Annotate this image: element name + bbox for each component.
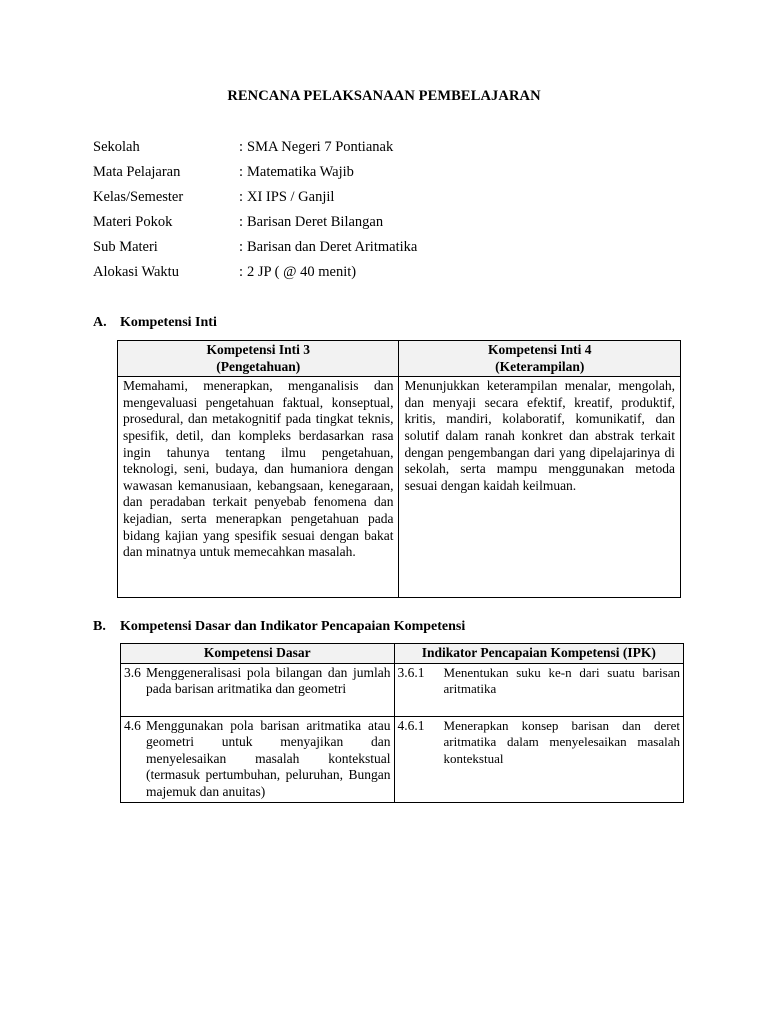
info-row-school bbox=[93, 138, 417, 163]
info-value: XI IPS / Ganjil bbox=[247, 189, 335, 205]
info-label: Sub Materi bbox=[93, 239, 158, 255]
kd-cell bbox=[121, 663, 395, 716]
header-title: Kompetensi Inti 3 bbox=[206, 342, 310, 357]
info-separator: : bbox=[239, 164, 244, 180]
ki4-cell: Menunjukkan keterampilan menalar, mengolah, dan menyaji secara efektif, kreatif, produktif, kritis, mandiri, kolaboratif, komunikatif, dan solutif dalam ranah konkret dan abstrak terkait dengan pengembangan dari yang dipelajarinya di sekolah, serta mampu menggunakan metoda sesuai dengan kaidah keilmuan. bbox=[399, 377, 681, 598]
info-value: SMA Negeri 7 Pontianak bbox=[247, 139, 394, 155]
document-title: RENCANA PELAKSANAAN PEMBELAJARAN bbox=[227, 88, 541, 104]
ipk-number: 3.6.1 bbox=[397, 664, 425, 680]
info-separator: : bbox=[239, 239, 244, 255]
kd-header: Kompetensi Dasar bbox=[121, 644, 395, 664]
basic-competency-table bbox=[120, 643, 684, 803]
info-row-topic bbox=[93, 213, 417, 238]
kd-number: 3.6 bbox=[124, 664, 141, 680]
ipk-number: 4.6.1 bbox=[397, 717, 425, 733]
ipk-text: Menerapkan konsep barisan dan deret aritmatika dalam menyelesaikan masalah kontekstual bbox=[443, 717, 680, 766]
kd-text: Menggeneralisasi pola bilangan dan jumlah pada barisan aritmatika dan geometri bbox=[146, 664, 391, 697]
info-label: Materi Pokok bbox=[93, 214, 173, 230]
info-label: Kelas/Semester bbox=[93, 189, 184, 205]
ki3-header bbox=[118, 341, 399, 377]
info-row-time bbox=[93, 263, 417, 288]
section-a-heading bbox=[93, 315, 217, 331]
header-subtitle: (Keterampilan) bbox=[495, 358, 585, 374]
info-separator: : bbox=[239, 139, 244, 155]
table-row bbox=[121, 663, 684, 716]
info-label: Alokasi Waktu bbox=[93, 264, 179, 280]
info-row-subject bbox=[93, 163, 417, 188]
info-separator: : bbox=[239, 189, 244, 205]
section-title: Kompetensi Dasar dan Indikator Pencapaian Kompetensi bbox=[120, 619, 466, 634]
kd-cell bbox=[121, 716, 395, 802]
info-value: Matematika Wajib bbox=[247, 164, 354, 180]
identity-block bbox=[93, 138, 417, 288]
info-label: Sekolah bbox=[93, 139, 140, 155]
ipk-header: Indikator Pencapaian Kompetensi (IPK) bbox=[394, 644, 683, 664]
table-header-row bbox=[121, 644, 684, 664]
info-row-subtopic bbox=[93, 238, 417, 263]
ki4-header bbox=[399, 341, 681, 377]
kd-text: Menggunakan pola barisan aritmatika atau geometri untuk menyajikan dan menyelesaikan masalah kontekstual (termasuk pertumbuhan, peluruhan, Bungan majemuk dan anuitas) bbox=[146, 717, 391, 799]
table-header-row bbox=[118, 341, 681, 377]
info-row-class bbox=[93, 188, 417, 213]
ipk-cell bbox=[394, 716, 683, 802]
kd-number: 4.6 bbox=[124, 717, 141, 733]
info-label: Mata Pelajaran bbox=[93, 164, 181, 180]
info-value: Barisan dan Deret Aritmatika bbox=[247, 239, 418, 255]
ipk-text: Menentukan suku ke-n dari suatu barisan aritmatika bbox=[443, 664, 680, 697]
ipk-cell bbox=[394, 663, 683, 716]
table-row bbox=[121, 716, 684, 802]
info-separator: : bbox=[239, 264, 244, 280]
section-letter: B. bbox=[93, 619, 106, 634]
info-value: Barisan Deret Bilangan bbox=[247, 214, 384, 230]
header-title: Kompetensi Inti 4 bbox=[487, 342, 592, 357]
header-subtitle: (Pengetahuan) bbox=[216, 358, 301, 374]
info-value: 2 JP ( @ 40 menit) bbox=[247, 264, 357, 280]
section-b-heading bbox=[93, 619, 465, 635]
section-title: Kompetensi Inti bbox=[120, 315, 217, 330]
table-row bbox=[118, 377, 681, 598]
ki3-cell: Memahami, menerapkan, menganalisis dan mengevaluasi pengetahuan faktual, konseptual, prosedural, dan metakognitif pada tingkat teknis, spesifik, detil, dan kompleks berdasarkan rasa ingin tahunya tentang ilmu pengetahuan, teknologi, seni, budaya, dan humaniora dengan wawasan kemanusiaan, kebangsaan, kenegaraan, dan peradaban terkait penyebab fenomena dan kejadian, serta menerapkan pengetahuan pada bidang kajian yang spesifik sesuai dengan bakat dan minatnya untuk memecahkan masalah. bbox=[118, 377, 399, 598]
info-separator: : bbox=[239, 214, 244, 230]
section-letter: A. bbox=[93, 315, 107, 330]
core-competency-table bbox=[117, 340, 681, 598]
